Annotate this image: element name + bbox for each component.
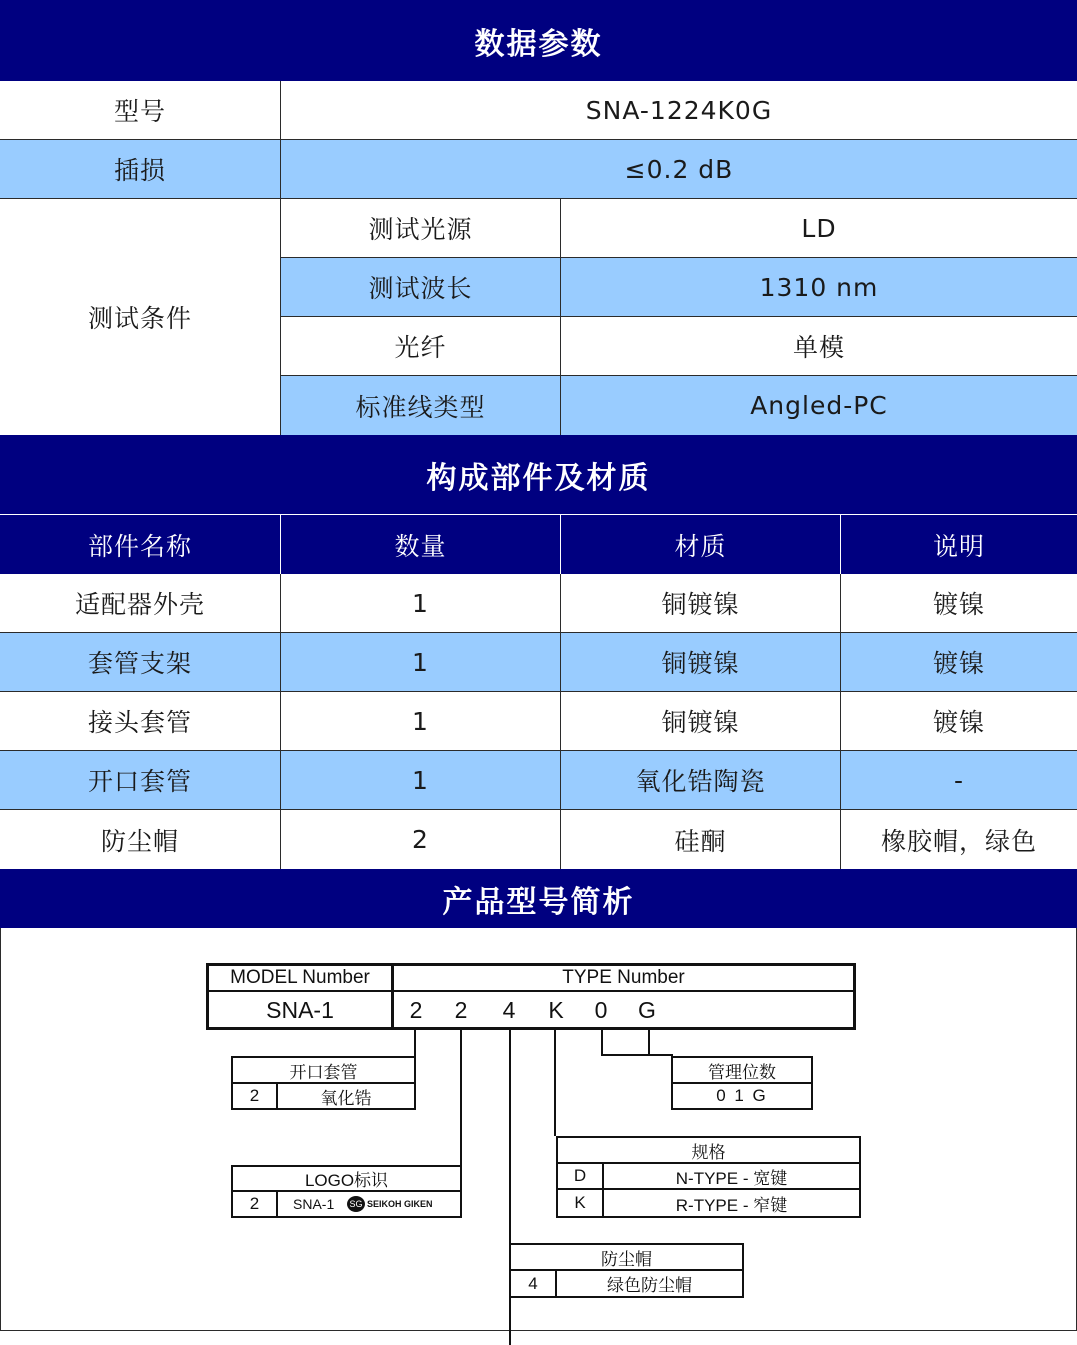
connector-line xyxy=(414,1030,416,1056)
table-cell: 1 xyxy=(281,574,561,632)
test-row xyxy=(281,258,1077,317)
column-header: 部件名称 xyxy=(0,515,281,574)
table-cell: 1 xyxy=(281,633,561,691)
table-cell: 1 xyxy=(281,692,561,750)
spec-code: D xyxy=(573,1166,587,1185)
sleeve-code: 2 xyxy=(249,1086,260,1105)
table-cell: 橡胶帽，绿色 xyxy=(880,826,1037,856)
table-cell: 硅酮 xyxy=(561,810,841,869)
table-cell: 铜镀镍 xyxy=(561,692,841,750)
cap-title: 防尘帽 xyxy=(601,1249,652,1269)
table-cell: 开口套管 xyxy=(0,751,281,809)
cap-code: 4 xyxy=(528,1273,538,1293)
test-row-value: 单模 xyxy=(792,333,845,362)
connector-line xyxy=(648,1030,650,1056)
test-row xyxy=(281,376,1077,435)
model-row xyxy=(0,81,1077,140)
section-title-text: 数据参数 xyxy=(474,26,603,62)
connector-line xyxy=(460,1030,462,1165)
table-row xyxy=(0,574,1077,633)
mgmt-title: 管理位数 xyxy=(708,1062,776,1082)
logo-code: 2 xyxy=(249,1194,260,1213)
table-cell: 氧化锆陶瓷 xyxy=(561,751,841,809)
table-cell: 铜镀镍 xyxy=(561,633,841,691)
section-title-text: 产品型号简析 xyxy=(442,884,635,920)
cap-desc: 绿色防尘帽 xyxy=(607,1276,692,1295)
logo-desc: SNA-1 xyxy=(293,1196,335,1212)
model-label: 型号 xyxy=(0,81,281,139)
model-number-header: MODEL Number xyxy=(230,966,370,988)
logo-title: LOGO标识 xyxy=(304,1171,389,1190)
test-row-value: 1310 nm xyxy=(759,272,879,302)
test-conditions-label: 测试条件 xyxy=(0,199,281,435)
table-cell: 镀镍 xyxy=(932,649,985,678)
loss-row xyxy=(0,140,1077,199)
column-header: 数量 xyxy=(281,515,561,574)
type-char: 0 xyxy=(594,996,608,1023)
model-number-value: SNA-1 xyxy=(266,996,334,1023)
table-cell: 适配器外壳 xyxy=(0,574,281,632)
table-cell: 防尘帽 xyxy=(0,810,281,869)
section-title-components xyxy=(0,435,1077,515)
mgmt-value: 0 1 G xyxy=(716,1086,768,1105)
type-char: G xyxy=(638,996,656,1023)
section-title-model-breakdown xyxy=(0,869,1077,928)
components-header-row xyxy=(0,515,1077,574)
type-number-header: TYPE Number xyxy=(562,966,685,988)
test-row-label: 测试光源 xyxy=(281,199,561,257)
type-char: 2 xyxy=(454,996,468,1023)
test-row-value: LD xyxy=(801,213,837,243)
brand-logo-icon: SG xyxy=(347,1196,365,1212)
model-diagram xyxy=(0,928,1077,1331)
table-cell: 镀镍 xyxy=(932,708,985,737)
section-title-parameters xyxy=(0,0,1077,81)
connector-line xyxy=(601,1054,650,1056)
sleeve-title: 开口套管 xyxy=(289,1062,358,1082)
connector-line xyxy=(648,1054,673,1056)
spec-code: K xyxy=(574,1193,586,1212)
spec-desc: N-TYPE - 宽键 xyxy=(675,1168,788,1188)
test-row xyxy=(281,199,1077,258)
section-title-text: 构成部件及材质 xyxy=(426,460,651,496)
spec-desc: R-TYPE - 窄键 xyxy=(675,1195,788,1215)
table-cell: 套管支架 xyxy=(0,633,281,691)
divider xyxy=(276,1190,278,1218)
table-row xyxy=(0,692,1077,751)
sleeve-desc: 氧化锆 xyxy=(320,1088,372,1108)
column-header: 材质 xyxy=(561,515,841,574)
loss-label: 插损 xyxy=(0,140,281,198)
type-char: 4 xyxy=(502,996,516,1023)
loss-value: ≤0.2 dB xyxy=(624,154,734,184)
table-cell: 镀镍 xyxy=(932,590,985,619)
table-row xyxy=(0,633,1077,692)
table-cell: 铜镀镍 xyxy=(561,574,841,632)
type-char: 2 xyxy=(409,996,423,1023)
table-cell: - xyxy=(953,765,965,795)
test-row-label: 测试波长 xyxy=(281,258,561,316)
table-cell: 1 xyxy=(281,751,561,809)
table-row xyxy=(0,751,1077,810)
connector-line xyxy=(554,1030,556,1136)
column-header: 说明 xyxy=(932,531,985,561)
model-value: SNA-1224K0G xyxy=(585,95,773,125)
spec-title: 规格 xyxy=(691,1142,726,1162)
test-row xyxy=(281,317,1077,376)
type-char: K xyxy=(548,996,564,1023)
test-row-label: 标准线类型 xyxy=(281,376,561,435)
test-row-value: Angled-PC xyxy=(750,391,888,420)
logo-brand: SEIKOH GIKEN xyxy=(367,1199,433,1209)
test-row-label: 光纤 xyxy=(281,317,561,375)
table-cell: 接头套管 xyxy=(0,692,281,750)
connector-line xyxy=(601,1030,603,1056)
table-cell: 2 xyxy=(281,810,561,869)
table-row xyxy=(0,810,1077,869)
